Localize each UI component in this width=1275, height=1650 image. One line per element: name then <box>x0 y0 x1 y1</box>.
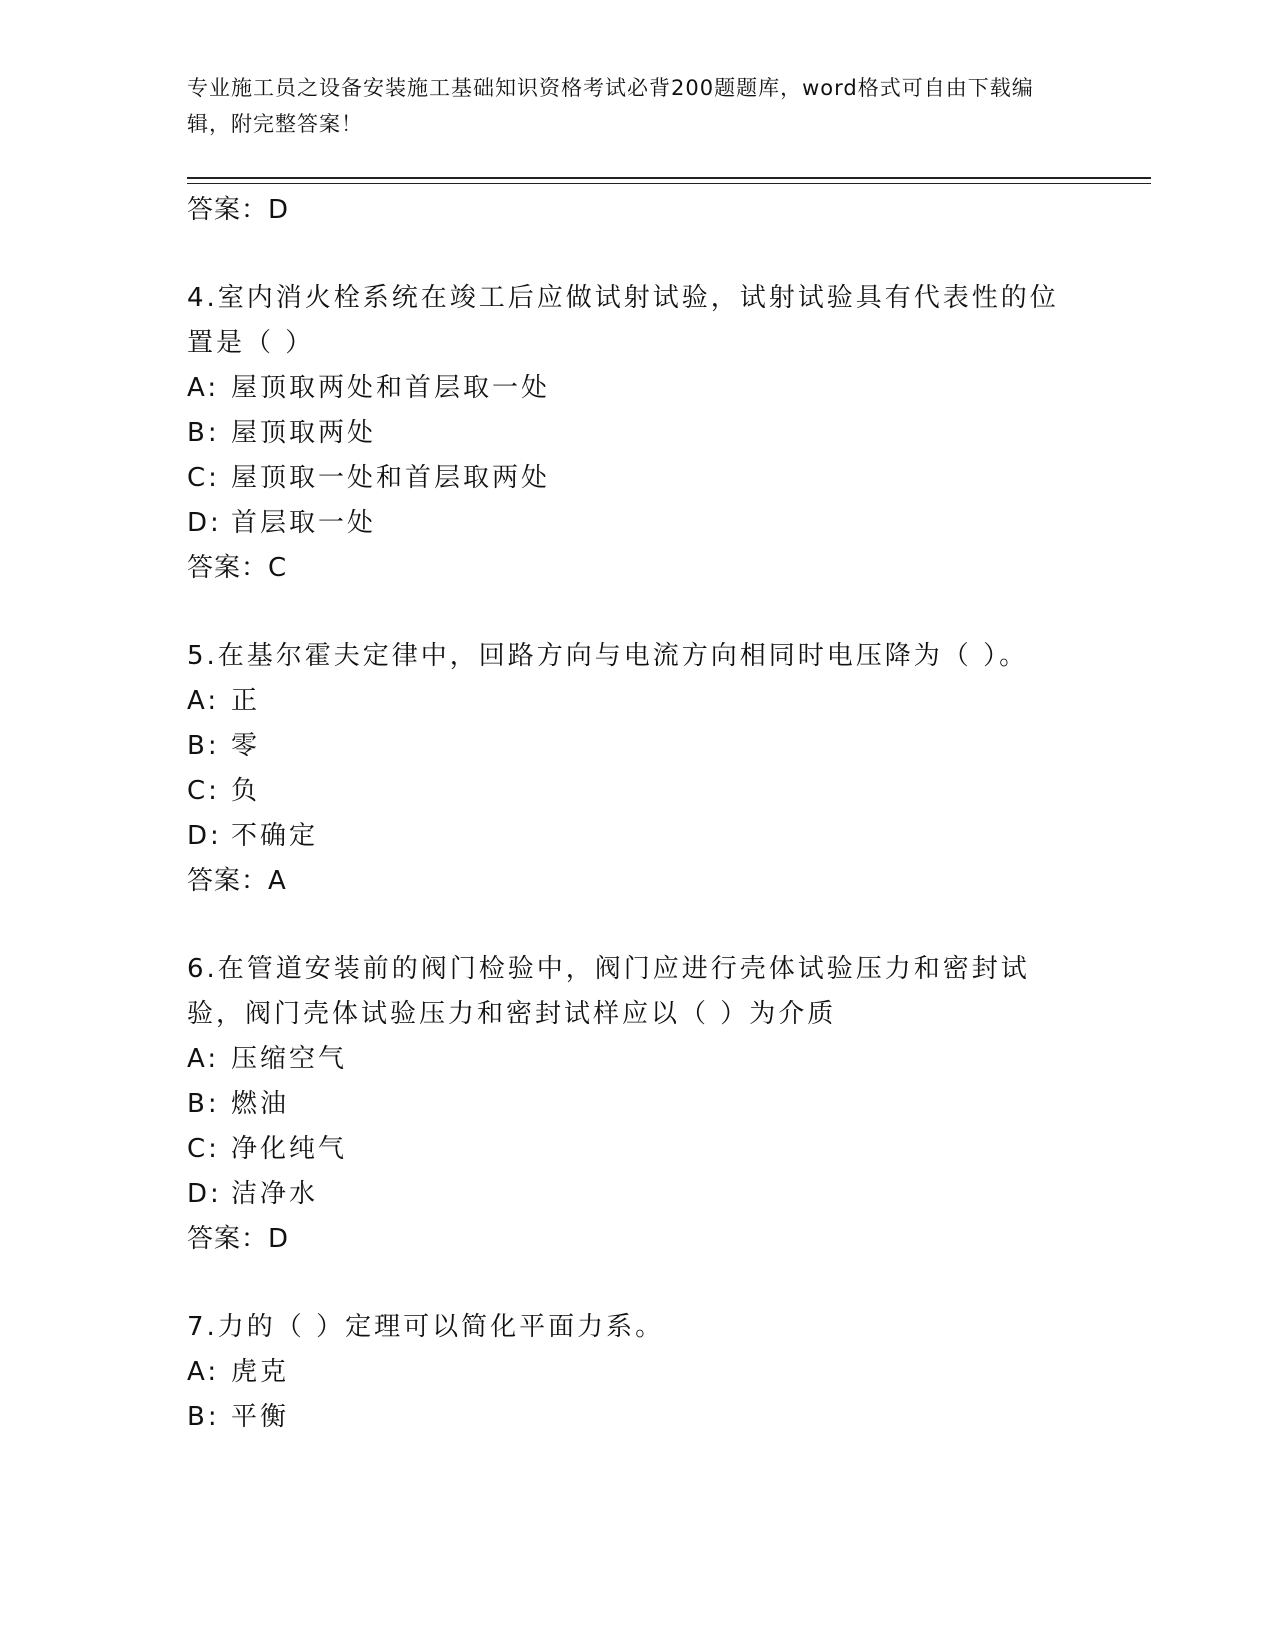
question-block <box>187 947 1087 1261</box>
question-block <box>187 1305 1087 1440</box>
option-text: 燃油 <box>231 1089 290 1119</box>
option-d <box>187 1172 1087 1217</box>
answer-text: 答案：A <box>187 866 287 896</box>
option-b <box>187 1395 1087 1440</box>
question-text: 7.力的（ ）定理可以简化平面力系。 <box>187 1312 665 1342</box>
option-text: 首层取一处 <box>231 508 377 538</box>
option-text: 不确定 <box>231 821 319 851</box>
option-c <box>187 769 1087 814</box>
option-b <box>187 1082 1087 1127</box>
option-c <box>187 456 1087 501</box>
option-d <box>187 814 1087 859</box>
header-divider-thick <box>187 177 1151 179</box>
question-block <box>187 276 1087 590</box>
option-text: 净化纯气 <box>231 1134 348 1164</box>
option-text: 洁净水 <box>231 1179 319 1209</box>
option-letter: A: <box>187 1357 220 1387</box>
option-text: 虎克 <box>231 1357 290 1387</box>
answer-text: 答案：D <box>187 1224 290 1254</box>
question-text: 4.室内消火栓系统在竣工后应做试射试验，试射试验具有代表性的位置是（ ） <box>187 283 1059 358</box>
option-a <box>187 366 1087 411</box>
question-block <box>187 634 1087 903</box>
option-a <box>187 1350 1087 1395</box>
option-c <box>187 1127 1087 1172</box>
question-text: 6.在管道安装前的阀门检验中，阀门应进行壳体试验压力和密封试验，阀门壳体试验压力和密封试样应以（ ）为介质 <box>187 954 1030 1029</box>
option-letter: D: <box>187 821 222 851</box>
option-a <box>187 679 1087 724</box>
option-letter: C: <box>187 1134 220 1164</box>
option-letter: B: <box>187 731 220 761</box>
option-text: 正 <box>231 686 261 716</box>
option-text: 零 <box>231 731 261 761</box>
answer-text: 答案：C <box>187 553 288 583</box>
answer-text: 答案：D <box>187 195 290 225</box>
option-letter: A: <box>187 1044 220 1074</box>
question-text: 5.在基尔霍夫定律中，回路方向与电流方向相同时电压降为（ ）。 <box>187 641 1029 671</box>
option-letter: B: <box>187 1089 220 1119</box>
option-text: 平衡 <box>231 1402 290 1432</box>
page-header-title: 专业施工员之设备安装施工基础知识资格考试必背200题题库，word格式可自由下载编辑，附完整答案！ <box>187 76 1034 136</box>
option-letter: B: <box>187 418 220 448</box>
option-b <box>187 411 1087 456</box>
option-text: 屋顶取两处 <box>231 418 377 448</box>
option-b <box>187 724 1087 769</box>
option-a <box>187 1037 1087 1082</box>
option-letter: D: <box>187 1179 222 1209</box>
option-letter: A: <box>187 373 220 403</box>
option-text: 压缩空气 <box>231 1044 348 1074</box>
option-d <box>187 501 1087 546</box>
header-divider-thin <box>187 183 1151 184</box>
option-text: 屋顶取一处和首层取两处 <box>231 463 551 493</box>
option-text: 负 <box>231 776 261 806</box>
option-letter: B: <box>187 1402 220 1432</box>
option-letter: D: <box>187 508 222 538</box>
option-letter: C: <box>187 776 220 806</box>
option-letter: A: <box>187 686 220 716</box>
option-text: 屋顶取两处和首层取一处 <box>231 373 551 403</box>
option-letter: C: <box>187 463 220 493</box>
question-list <box>187 188 1087 1440</box>
